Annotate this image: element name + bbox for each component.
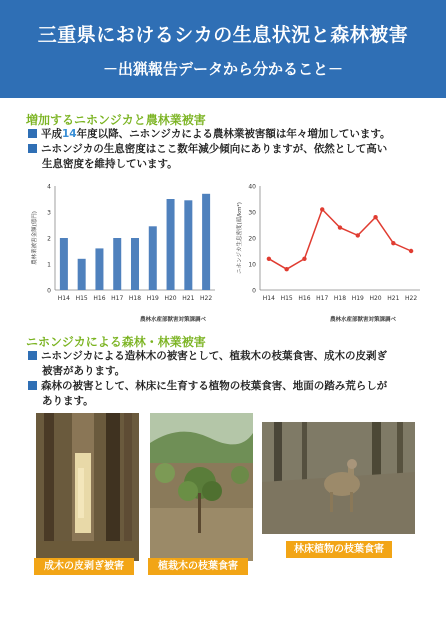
bar: [149, 226, 157, 290]
section1-bullets: [28, 127, 428, 172]
y-tick-label: 3: [47, 209, 51, 217]
y-tick-label: 0: [47, 287, 51, 295]
chart1-source: 農林水産部獣害対策課調べ: [140, 317, 207, 323]
x-tick-label: H17: [111, 295, 124, 302]
x-tick-label: H17: [316, 295, 329, 302]
square-bullet-icon: [28, 381, 37, 390]
bullet-item: ニホンジカによる造林木の被害として、植栽木の枝葉食害、成木の皮剥ぎ: [28, 349, 428, 364]
y-tick-label: 1: [47, 261, 51, 269]
bar: [95, 248, 103, 290]
x-tick-label: H18: [128, 295, 142, 302]
x-tick-label: H22: [200, 295, 213, 302]
bullet-continuation: 被害があります。: [42, 365, 126, 377]
photo-seedling-browsing: [150, 413, 253, 561]
caption-seedling-browsing: 植栽木の枝葉食害: [148, 558, 248, 575]
data-point: [267, 257, 271, 261]
x-tick-label: H20: [369, 295, 382, 302]
bar: [167, 199, 175, 290]
data-point: [302, 257, 306, 261]
bar: [113, 238, 121, 290]
header-banner: [0, 0, 446, 98]
y-tick-label: 0: [252, 287, 256, 295]
x-tick-label: H19: [146, 295, 159, 302]
y-tick-label: 30: [248, 209, 256, 217]
x-tick-label: H15: [75, 295, 88, 302]
x-tick-label: H22: [405, 295, 418, 302]
damage-bar-chart: [20, 178, 220, 318]
y-axis-label: ニホンジカ生息密度(頭/km²): [237, 202, 243, 274]
caption-bark-stripping: 成木の皮剥ぎ被害: [34, 558, 134, 575]
y-axis-label: 農林業被害金額(億円): [32, 211, 38, 265]
bullet-continuation: 生息密度を維持しています。: [42, 158, 178, 170]
bullet-item: 平成14年度以降、ニホンジカによる農林業被害額は年々増加しています。: [28, 127, 428, 142]
x-tick-label: H16: [298, 295, 311, 302]
data-point: [284, 267, 288, 271]
caption-understory-browsing: 林床植物の枝葉食害: [286, 541, 392, 558]
x-tick-label: H16: [93, 295, 106, 302]
x-tick-label: H19: [351, 295, 364, 302]
data-point: [391, 241, 395, 245]
section-heading-damage: 増加するニホンジカと農林業被害: [26, 113, 206, 127]
data-point: [373, 215, 377, 219]
photo-bark-stripping: [36, 413, 139, 561]
density-line-chart: [225, 178, 425, 318]
data-point: [338, 225, 342, 229]
y-tick-label: 10: [248, 261, 256, 269]
x-tick-label: H14: [262, 295, 275, 302]
y-tick-label: 4: [47, 183, 51, 191]
page-subtitle: －出猟報告データから分かること－: [102, 60, 343, 78]
data-point: [409, 249, 413, 253]
x-tick-label: H21: [182, 295, 195, 302]
section-heading-forest: ニホンジカによる森林・林業被害: [26, 335, 206, 349]
square-bullet-icon: [28, 351, 37, 360]
bullet-continuation: あります。: [42, 395, 94, 407]
x-tick-label: H21: [387, 295, 400, 302]
page-title: 三重県におけるシカの生息状況と森林被害: [37, 24, 409, 46]
section2-bullets: [28, 349, 428, 409]
x-tick-label: H14: [57, 295, 70, 302]
data-point: [320, 207, 324, 211]
square-bullet-icon: [28, 144, 37, 153]
data-point: [356, 233, 360, 237]
bar: [78, 259, 86, 290]
bar: [202, 194, 210, 290]
x-tick-label: H15: [280, 295, 293, 302]
bar: [131, 238, 139, 290]
y-tick-label: 20: [248, 235, 256, 243]
bar: [60, 238, 68, 290]
series-line: [269, 209, 411, 269]
y-tick-label: 2: [47, 235, 51, 243]
bullet-item: ニホンジカの生息密度はここ数年減少傾向にありますが、依然として高い: [28, 142, 428, 157]
photo-understory-browsing: [262, 422, 415, 534]
square-bullet-icon: [28, 129, 37, 138]
y-tick-label: 40: [248, 183, 256, 191]
x-tick-label: H20: [164, 295, 177, 302]
chart2-source: 農林水産部獣害対策課調べ: [330, 317, 397, 323]
x-tick-label: H18: [333, 295, 347, 302]
bullet-item: 森林の被害として、林床に生育する植物の枝葉食害、地面の踏み荒らしが: [28, 379, 428, 394]
bar: [184, 200, 192, 290]
